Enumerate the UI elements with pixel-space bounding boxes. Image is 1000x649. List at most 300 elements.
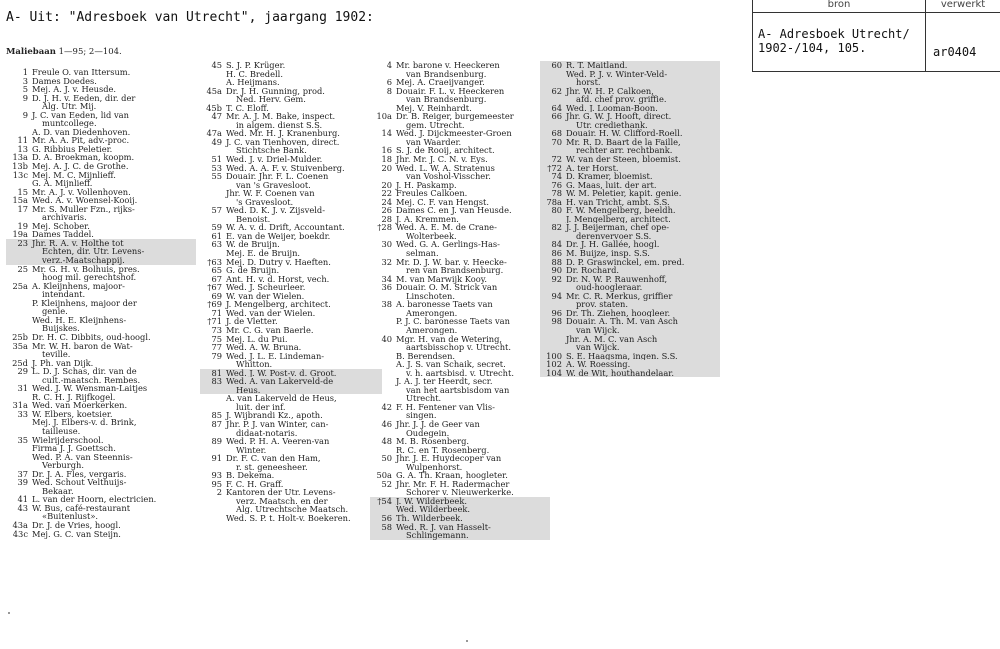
house-number: 13b — [12, 161, 28, 172]
resident-text: Bekaar. — [42, 485, 74, 496]
resident-text: Wed. J. W. Wensman-Laitjes — [32, 383, 148, 394]
house-number: 50a — [376, 470, 392, 481]
house-number: 52 — [381, 478, 392, 489]
resident-text: Whitton. — [236, 359, 273, 370]
resident-text: J. de Vletter. — [226, 316, 278, 327]
resident-text: R. C. H. J. Rijfkogel. — [32, 391, 116, 402]
house-number: 63 — [211, 239, 222, 250]
directory-entry — [370, 258, 550, 275]
resident-text: Wed. A. van Lakerveld-de — [226, 376, 334, 387]
directory-entry — [540, 317, 720, 334]
resident-text: E. van de Weijer, boekdr. — [226, 230, 331, 241]
house-number: 6 — [386, 77, 392, 88]
house-number: 3 — [22, 75, 28, 86]
resident-text: Alg. Utrechtsche Maatsch. — [236, 504, 349, 515]
resident-text: Echten, dir. Utr. Levens- — [42, 246, 145, 257]
house-number: 18 — [381, 154, 392, 165]
resident-text: aartsbisschop v. Utrecht. — [406, 342, 512, 353]
resident-text: B. Berendsen. — [396, 350, 456, 361]
resident-text: F. C. H. Graff. — [226, 478, 284, 489]
resident-text: didaat-notaris. — [236, 427, 298, 438]
house-number: 80 — [551, 205, 562, 216]
resident-text: Wed. P. J. v. Winter-Veld- — [566, 68, 668, 79]
house-number: 81 — [211, 367, 222, 378]
resident-text: Wed. J. L. E. Lindeman- — [226, 350, 325, 361]
resident-text: Mej. A. Craeijvanger. — [396, 77, 485, 88]
directory-entry — [200, 189, 382, 206]
directory-entry — [370, 523, 550, 540]
directory-entry — [6, 239, 196, 265]
house-number: †67 — [207, 282, 222, 293]
house-number: 15a — [12, 195, 28, 206]
house-number: 8 — [386, 85, 392, 96]
house-number: 45a — [206, 85, 222, 96]
house-number: 89 — [211, 436, 222, 447]
resident-text: Jhr. J. J. de Geer van — [396, 418, 480, 429]
directory-entry — [370, 403, 550, 420]
house-number: 70 — [551, 136, 562, 147]
resident-text: J. Mengelberg, architect. — [566, 213, 671, 224]
resident-text: Mr. S. Muller Fzn., rijks- — [32, 203, 135, 214]
house-number: 74 — [551, 171, 562, 182]
house-number: 86 — [551, 248, 562, 259]
resident-text: D. P. Graswinckel, em. pred. — [566, 256, 685, 267]
source-header-bron: bron — [827, 0, 851, 10]
resident-text: Kantoren der Utr. Levens- — [226, 487, 336, 498]
resident-text: L. D. J. Schas, dir. van de — [32, 366, 137, 377]
house-number: 47a — [206, 128, 222, 139]
resident-text: Mr. A. J. M. Bake, inspect. — [226, 111, 336, 122]
resident-text: Dames C. en J. van Heusde. — [396, 205, 512, 216]
directory-entry — [200, 454, 382, 471]
house-number: 20 — [381, 162, 392, 173]
directory-entry — [6, 111, 196, 128]
resident-text: Dr. J. de Vries, hoogl. — [32, 519, 121, 530]
resident-text: Jhr. W. F. Coenen van — [226, 188, 315, 199]
resident-text: A. D. van Diedenhoven. — [32, 126, 131, 137]
directory-entry — [6, 94, 196, 111]
resident-text: Dr. J. A. Fles, vergaris. — [32, 468, 127, 479]
directory-column-3 — [370, 61, 550, 540]
resident-text: muntcollege. — [42, 118, 97, 129]
resident-text: Mej. E. de Bruijn. — [226, 248, 301, 259]
house-number: 66 — [551, 111, 562, 122]
resident-text: Dr. F. C. van den Ham, — [226, 453, 321, 464]
house-number: 25 — [17, 263, 28, 274]
house-number: 28 — [381, 213, 392, 224]
resident-text: Linschoten. — [406, 290, 455, 301]
resident-text: Winter. — [236, 444, 267, 455]
resident-text: Douair. H. W. Clifford-Roell. — [566, 128, 683, 139]
directory-entry — [370, 335, 550, 352]
resident-text: Wed. S. P. t. Holt-v. Boekeren. — [226, 512, 351, 523]
resident-text: intendant. — [42, 289, 86, 300]
resident-text: Oudegein. — [406, 427, 450, 438]
resident-text: H. van Tricht, ambt. S.S. — [566, 196, 670, 207]
directory-entry — [370, 300, 550, 317]
resident-text: W. A. v. d. Drift, Accountant. — [226, 222, 345, 233]
resident-text: Jhr. J. E. Huydecoper van — [396, 453, 502, 464]
house-number: 61 — [211, 230, 222, 241]
resident-text: Ant. H. v. d. Horst, vech. — [226, 273, 330, 284]
resident-text: Wed. J. W. Post-v. d. Groot. — [226, 367, 337, 378]
resident-text: Mr. A. J. v. Vollenhoven. — [32, 186, 131, 197]
house-number: 87 — [211, 418, 222, 429]
house-number: 31a — [12, 400, 28, 411]
directory-entry — [6, 265, 196, 282]
directory-entry — [6, 299, 196, 316]
house-number: 43c — [12, 528, 28, 539]
resident-text: J. A. J. ter Heerdt, secr. — [396, 376, 493, 387]
directory-entry — [6, 453, 196, 470]
directory-entry — [540, 335, 720, 352]
house-number: 13c — [12, 169, 28, 180]
resident-text: van Wijck. — [576, 324, 620, 335]
house-number: 67 — [211, 273, 222, 284]
resident-text: Wed. L. W. A. Stratenus — [396, 162, 495, 173]
house-number: †71 — [207, 316, 222, 327]
resident-text: Mej. A. J. v. Heusde. — [32, 84, 117, 95]
directory-entry — [6, 504, 196, 521]
resident-text: J. Wijbrandi Kz., apoth. — [226, 410, 323, 421]
house-number: 45b — [206, 102, 222, 113]
house-number: 56 — [381, 512, 392, 523]
house-number: 49 — [211, 136, 222, 147]
resident-text: Mej. G. C. van Steijn. — [32, 528, 121, 539]
resident-text: G. A. Th. Kraan, hoogleter. — [396, 470, 508, 481]
house-number: 94 — [551, 290, 562, 301]
resident-text: Douair. F. L. v. Heeckeren — [396, 85, 505, 96]
house-number: 79 — [211, 350, 222, 361]
resident-text: W. de Wit, houthandelaar. — [566, 367, 674, 378]
resident-text: Douair. Jhr. F. L. Coenen — [226, 171, 329, 182]
resident-text: A. Kleijnhens, majoor- — [32, 280, 125, 291]
house-number: 58 — [381, 521, 392, 532]
resident-text: Schlingemann. — [406, 530, 469, 541]
resident-text: Wed. G. A. Gerlings-Has- — [396, 239, 500, 250]
house-number: 83 — [211, 376, 222, 387]
resident-text: Verburgh. — [42, 460, 85, 471]
directory-column-1 — [6, 68, 196, 538]
resident-text: teville. — [42, 349, 71, 360]
house-number: 13 — [17, 143, 28, 154]
resident-text: M. B. Rosenberg. — [396, 436, 470, 447]
house-number: 64 — [551, 102, 562, 113]
house-number: 1 — [22, 67, 28, 77]
source-box — [752, 0, 1000, 72]
house-number: 73 — [211, 324, 222, 335]
resident-text: Heus. — [236, 384, 261, 395]
directory-entry — [6, 316, 196, 333]
scan-speck — [8, 612, 10, 614]
resident-text: Jhr. G. W. J. Hooft, direct. — [566, 111, 672, 122]
directory-entry — [6, 205, 196, 222]
house-number: 22 — [381, 188, 392, 199]
resident-text: Wed. A. E. M. de Crane- — [396, 222, 497, 233]
resident-text: R. T. Maitland. — [566, 60, 628, 70]
resident-text: 's Gravesloot. — [236, 196, 294, 207]
resident-text: M. Buijze, insp. S.S. — [566, 248, 650, 259]
resident-text: Utr. crediethank. — [576, 119, 648, 130]
resident-text: van Wijck. — [576, 342, 620, 353]
house-number: 75 — [211, 333, 222, 344]
resident-text: G. de Bruijn. — [226, 265, 280, 276]
directory-entry — [370, 420, 550, 437]
resident-text: Wed. J. Looman-Boon. — [566, 102, 658, 113]
street-heading — [6, 47, 122, 57]
directory-entry — [370, 164, 550, 181]
resident-text: van Brandsenburg. — [406, 94, 487, 105]
resident-text: Wed. A. A. F. v. Stuivenberg. — [226, 162, 345, 173]
source-value-verwerkt: ar0404 — [933, 45, 977, 59]
resident-text: S. J. de Rooij, architect. — [396, 145, 495, 156]
house-number: 25d — [12, 357, 28, 368]
house-number: 43a — [12, 519, 28, 530]
house-number: 46 — [381, 418, 392, 429]
house-number: 65 — [211, 265, 222, 276]
directory-entry — [540, 112, 720, 129]
resident-text: G. Ribbius Peletier. — [32, 143, 113, 154]
house-number: 78 — [551, 188, 562, 199]
resident-text: A. van Lakerveld de Heus, — [226, 393, 337, 404]
resident-text: van Brandsenburg. — [406, 68, 487, 79]
house-number: 76 — [551, 179, 562, 190]
house-number: 59 — [211, 222, 222, 233]
house-number: 82 — [551, 222, 562, 233]
house-number: 26 — [381, 205, 392, 216]
resident-text: ren van Brandsenburg. — [406, 265, 504, 276]
house-number: 69 — [211, 290, 222, 301]
source-box-divider — [753, 12, 1000, 13]
house-number: 20 — [381, 179, 392, 190]
house-number: 51 — [211, 154, 222, 165]
resident-text: singen. — [406, 410, 437, 421]
house-number: 23 — [17, 237, 28, 248]
street-range: 1—95; 2—104. — [58, 47, 122, 57]
resident-text: Mr. barone v. Heeckeren — [396, 60, 500, 70]
resident-text: J. A. Kremmen. — [396, 213, 459, 224]
resident-text: Ned. Herv. Gem. — [236, 94, 306, 105]
directory-entry — [200, 437, 382, 454]
house-number: 2 — [216, 487, 222, 498]
resident-text: Alg. Utr. Mij. — [42, 101, 97, 112]
house-number: 53 — [211, 162, 222, 173]
resident-text: D. Kramer, bloemist. — [566, 171, 653, 182]
resident-text: cult.-maatsch. Rembes. — [42, 374, 141, 385]
directory-entry — [200, 352, 382, 369]
resident-text: van Voshol-Visscher. — [406, 171, 491, 182]
directory-entry — [200, 377, 382, 394]
directory-entry — [370, 283, 550, 300]
house-number: 55 — [211, 171, 222, 182]
resident-text: Firma J. J. Goettsch. — [32, 443, 116, 454]
resident-text: tailleuse. — [42, 425, 81, 436]
resident-text: in algem. dienst S.S. — [236, 119, 323, 130]
scan-speck — [466, 640, 468, 642]
resident-text: Wed. D. K. J. v. Zijsveld- — [226, 205, 325, 216]
house-number: 4 — [386, 60, 392, 70]
house-number: †28 — [377, 222, 392, 233]
house-number: †54 — [377, 495, 392, 506]
resident-text: Th. Wilderbeek. — [396, 512, 463, 523]
directory-entry — [200, 514, 382, 523]
resident-text: J. C. van Tienhoven, direct. — [226, 136, 340, 147]
resident-text: Mr. G. H. v. Bolhuis, pres. — [32, 263, 140, 274]
resident-text: Dr. Rochard. — [566, 265, 620, 276]
resident-text: van Waarder. — [406, 136, 462, 147]
resident-text: Wielrijderschool. — [32, 434, 104, 445]
resident-text: hoog mil. gerechtshof. — [42, 272, 137, 283]
directory-entry — [370, 87, 550, 104]
house-number: 88 — [551, 256, 562, 267]
resident-text: Stichtsche Bank. — [236, 145, 307, 156]
house-number: 60 — [551, 60, 562, 70]
resident-text: Jhr. W. H. P. Calkoen, — [566, 85, 654, 96]
resident-text: Mej. V. Reinhardt. — [396, 102, 472, 113]
directory-entry — [370, 454, 550, 471]
house-number: 16 — [381, 145, 392, 156]
resident-text: Wed. P. H. A. Veeren-van — [226, 436, 330, 447]
house-number: 47 — [211, 111, 222, 122]
resident-text: Jhr. P. J. van Winter, can- — [226, 418, 329, 429]
resident-text: archivaris. — [42, 212, 87, 223]
directory-entry — [370, 240, 550, 257]
resident-text: Jhr. Mr. F. H. Radermacher — [396, 478, 510, 489]
source-value-bron: A- Adresboek Utrecht/ 1902-/104, 105. — [758, 27, 910, 55]
resident-text: J. C. van Eeden, lid van — [32, 109, 129, 120]
house-number: 38 — [381, 299, 392, 310]
house-number: 48 — [381, 436, 392, 447]
directory-entry — [200, 87, 382, 104]
resident-text: J. J. Beijerman, chef ope- — [566, 222, 670, 233]
street-name: Maliebaan — [6, 47, 56, 57]
resident-text: verz. Maatsch. en der — [236, 495, 328, 506]
directory-entry — [370, 480, 550, 497]
resident-text: Dames Doedes. — [32, 75, 97, 86]
directory-column-4 — [540, 61, 720, 377]
house-number: 50 — [381, 453, 392, 464]
house-number: 91 — [211, 453, 222, 464]
resident-text: J. H. Paskamp. — [396, 179, 457, 190]
resident-text: W. Bus, café-restaurant — [32, 502, 131, 513]
resident-text: W. van der Wielen. — [226, 290, 305, 301]
resident-text: Wed. van Moerkerken. — [32, 400, 128, 411]
house-number: 35a — [12, 340, 28, 351]
resident-text: Mej. Schober. — [32, 220, 90, 231]
resident-text: Wed. H. E. Kleijnhens- — [32, 314, 127, 325]
directory-entry — [6, 530, 196, 539]
house-number: 24 — [381, 196, 392, 207]
resident-text: luit. der inf. — [236, 401, 286, 412]
house-number: 37 — [17, 468, 28, 479]
house-number: 92 — [551, 273, 562, 284]
directory-entry — [540, 292, 720, 309]
house-number: 29 — [17, 366, 28, 377]
house-number: 40 — [381, 333, 392, 344]
resident-text: T. C. Eloff. — [226, 102, 269, 113]
house-number: 57 — [211, 205, 222, 216]
resident-text: Mr. A. A. Pit, adv.-proc. — [32, 135, 130, 146]
resident-text: J. W. Wilderbeek. — [396, 495, 467, 506]
resident-text: F. H. Fentener van Vlis- — [396, 401, 495, 412]
resident-text: Freules Calkoen. — [396, 188, 468, 199]
resident-text: Wed. R. J. van Hasselt- — [396, 521, 491, 532]
house-number: 43 — [17, 502, 28, 513]
resident-text: W. M. Peletier, kapit. genie. — [566, 188, 682, 199]
resident-text: Mr. D. J. W. bar. v. Heecke- — [396, 256, 507, 267]
resident-text: J. Mengelberg, architect. — [226, 299, 331, 310]
house-number: 102 — [546, 359, 562, 370]
resident-text: Wed. J. Scheurleer. — [226, 282, 306, 293]
resident-text: Schorer v. Nieuwerkerke. — [406, 487, 514, 498]
resident-text: Freule O. van Ittersum. — [32, 67, 131, 77]
resident-text: D. A. Broekman, koopm. — [32, 152, 135, 163]
directory-entry — [370, 129, 550, 146]
directory-entry — [370, 223, 550, 240]
house-number: 19 — [17, 220, 28, 231]
resident-text: S. E. Haagsma, ingen. S.S. — [566, 350, 678, 361]
resident-text: horst. — [576, 77, 601, 88]
directory-entry — [200, 112, 382, 129]
house-number: 9 — [22, 109, 28, 120]
house-number: 33 — [17, 408, 28, 419]
page-header: A- Uit: "Adresboek van Utrecht", jaargang 1902: — [6, 10, 374, 25]
resident-text: S. J. P. Krüger. — [226, 60, 286, 70]
house-number: 36 — [381, 282, 392, 293]
house-number: †69 — [207, 299, 222, 310]
resident-text: A. W. Roessing. — [566, 359, 631, 370]
house-number: 13a — [12, 152, 28, 163]
house-number: 10a — [376, 111, 392, 122]
house-number: 95 — [211, 478, 222, 489]
resident-text: L. van der Hoorn, electricien. — [32, 494, 157, 505]
house-number: 5 — [22, 84, 28, 95]
house-number: 78a — [546, 196, 562, 207]
resident-text: A. Heijmans. — [226, 77, 280, 88]
resident-text: Mej. J. Elbers-v. d. Brink, — [32, 417, 137, 428]
directory-entry — [6, 478, 196, 495]
resident-text: gem. Utrecht. — [406, 119, 465, 130]
resident-text: A. J. S. van Schaik, secret. — [396, 359, 506, 370]
directory-entry — [370, 360, 550, 377]
resident-text: Dr. H. C. Dibbits, oud-hoogl. — [32, 331, 151, 342]
directory-entry — [540, 369, 720, 378]
house-number: 84 — [551, 239, 562, 250]
resident-text: R. C. en T. Rosenberg. — [396, 444, 490, 455]
resident-text: G. A. Mijnlieff. — [32, 178, 93, 189]
resident-text: Mr. R. D. Baart de la Faille, — [566, 136, 681, 147]
resident-text: Mej. D. Dutry v. Haeften. — [226, 256, 331, 267]
resident-text: Wolterbeek. — [406, 230, 457, 241]
resident-text: Mr. C. G. van Baerle. — [226, 324, 314, 335]
house-number: 85 — [211, 410, 222, 421]
resident-text: Mej. M. C. Mijnlieff. — [32, 169, 116, 180]
resident-text: G. Maas, luit. der art. — [566, 179, 657, 190]
house-number: 15 — [17, 186, 28, 197]
house-number: 45 — [211, 60, 222, 70]
resident-text: P. Kleijnhens, majoor der — [32, 297, 137, 308]
house-number: 77 — [211, 342, 222, 353]
directory-entry — [540, 138, 720, 155]
house-number: 19a — [12, 229, 28, 240]
resident-text: derenvervoer S.S. — [576, 230, 652, 241]
directory-entry — [6, 282, 196, 299]
resident-text: Mr. C. R. Merkus, griffier — [566, 290, 673, 301]
resident-text: selman. — [406, 248, 439, 259]
resident-text: Wed. J. Dijckmeester-Groen — [396, 128, 512, 139]
resident-text: Wed. J. v. Driel-Mulder. — [226, 154, 323, 165]
resident-text: M. van Marwijk Kooy. — [396, 273, 487, 284]
